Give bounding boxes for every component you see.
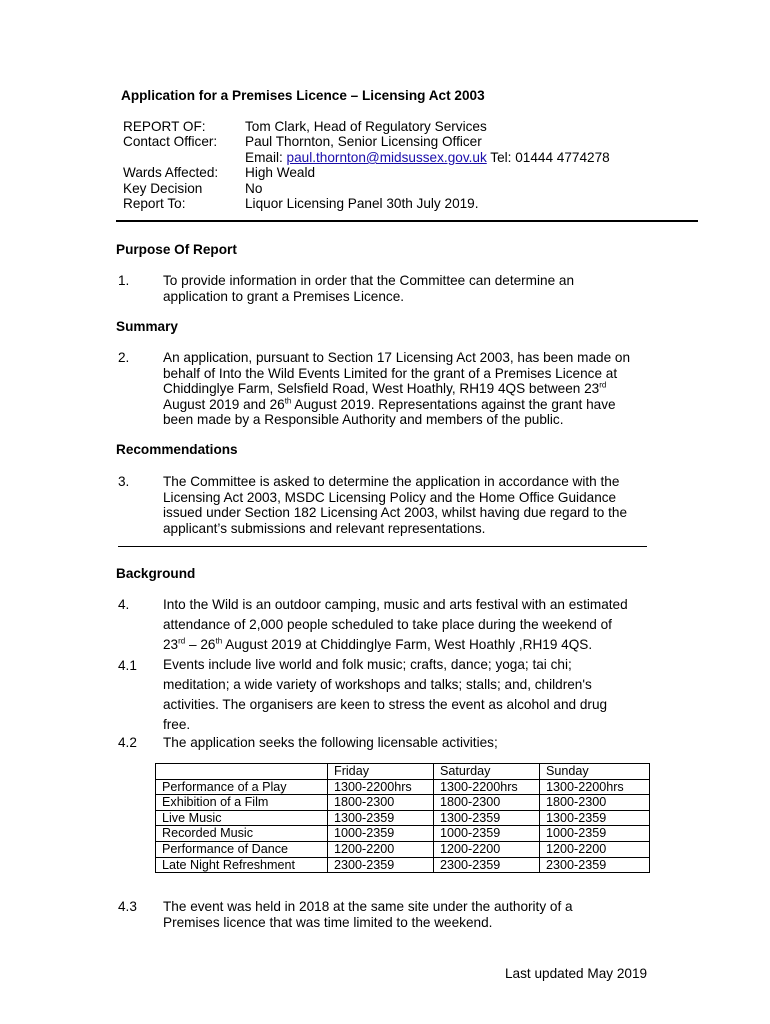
background-line: activities. The organisers are keen to stress the event as alcohol and drug [163, 697, 608, 712]
background-paragraph-4 [163, 595, 658, 655]
table-cell: Recorded Music [156, 826, 328, 842]
table-cell: 1000-2359 [434, 826, 540, 842]
background-line: Into the Wild is an outdoor camping, music and arts festival with an estimated [163, 597, 628, 612]
recommendations-heading: Recommendations [116, 442, 238, 457]
footer-last-updated: Last updated May 2019 [505, 966, 648, 981]
contact-details [245, 150, 610, 165]
table-cell: Live Music [156, 810, 328, 826]
superscript: rd [599, 380, 607, 390]
background-paragraph-4-3 [163, 899, 658, 930]
table-row [156, 810, 650, 826]
summary-heading: Summary [116, 319, 178, 334]
superscript: rd [178, 636, 186, 646]
table-row [156, 795, 650, 811]
purpose-heading: Purpose Of Report [116, 242, 237, 257]
background-line: The event was held in 2018 at the same site under the authority of a [163, 899, 573, 914]
summary-line: An application, pursuant to Section 17 Licensing Act 2003, has been made on [163, 350, 631, 365]
background-line [163, 635, 658, 655]
background-line: Events include live world and folk music; crafts, dance; yoga; tai chi; [163, 657, 572, 672]
table-cell: Late Night Refreshment [156, 857, 328, 873]
table-cell: 1800-2300 [434, 795, 540, 811]
purpose-paragraph [163, 273, 658, 304]
section-divider [118, 546, 647, 547]
background-paragraph-4-2: The application seeks the following licensable activities; [163, 735, 498, 750]
background-line: free. [163, 717, 191, 732]
background-text: 23 [163, 637, 179, 652]
table-header-cell [156, 764, 328, 780]
superscript: th [215, 636, 223, 646]
table-cell: 2300-2359 [434, 857, 540, 873]
report-to-value: Liquor Licensing Panel 30th July 2019. [245, 196, 479, 211]
summary-line [163, 381, 658, 397]
telephone: Tel: 01444 4774278 [486, 150, 610, 165]
table-header-row [156, 764, 650, 780]
recommendations-paragraph [163, 474, 658, 536]
background-number-4: 4. [118, 597, 130, 612]
summary-text: Chiddinglye Farm, Selsfield Road, West Hoathly, RH19 4QS between 23 [163, 381, 600, 396]
purpose-number: 1. [118, 273, 130, 288]
background-number-4-1: 4.1 [118, 658, 137, 673]
table-cell: 1800-2300 [540, 795, 650, 811]
email-link[interactable]: paul.thornton@midsussex.gov.uk [286, 150, 487, 165]
recommendations-line: The Committee is asked to determine the application in accordance with the [163, 474, 620, 489]
table-cell: 1300-2200hrs [434, 779, 540, 795]
summary-text: August 2019 and 26 [163, 396, 285, 412]
table-header-cell: Friday [328, 764, 434, 780]
table-cell: 1200-2200 [328, 841, 434, 857]
background-text: August 2019 at Chiddinglye Farm, West Hoathly ,RH19 4QS. [222, 637, 593, 652]
report-to-label: Report To: [123, 196, 186, 211]
table-cell: Performance of a Play [156, 779, 328, 795]
table-cell: 1300-2359 [328, 810, 434, 826]
summary-line: behalf of Into the Wild Events Limited for the grant of a Premises Licence at [163, 365, 618, 381]
table-cell: 2300-2359 [540, 857, 650, 873]
table-cell: Performance of Dance [156, 841, 328, 857]
background-line: Premises licence that was time limited to the weekend. [163, 914, 493, 930]
table-cell: 1000-2359 [540, 826, 650, 842]
table-cell: 1300-2200hrs [328, 779, 434, 795]
table-cell: 2300-2359 [328, 857, 434, 873]
table-cell: 1300-2200hrs [540, 779, 650, 795]
table-cell: Exhibition of a Film [156, 795, 328, 811]
wards-affected-value: High Weald [245, 165, 316, 180]
summary-line [163, 397, 658, 413]
purpose-line: application to grant a Premises Licence. [163, 288, 405, 304]
wards-affected-label: Wards Affected: [123, 165, 219, 180]
background-number-4-3: 4.3 [118, 899, 137, 914]
page-title: Application for a Premises Licence – Licensing Act 2003 [121, 88, 485, 103]
superscript: th [284, 395, 292, 405]
summary-paragraph [163, 350, 658, 428]
background-heading: Background [116, 566, 196, 581]
report-of-label: REPORT OF: [123, 119, 206, 134]
summary-line: been made by a Responsible Authority and members of the public. [163, 412, 564, 427]
header-divider [116, 220, 698, 222]
licensable-activities-table [155, 763, 650, 873]
recommendations-number: 3. [118, 474, 130, 489]
recommendations-line: applicant’s submissions and relevant representations. [163, 520, 486, 536]
table-row [156, 857, 650, 873]
background-text: – 26 [185, 637, 216, 652]
table-cell: 1300-2359 [540, 810, 650, 826]
recommendations-line: Licensing Act 2003, MSDC Licensing Policy and the Home Office Guidance [163, 489, 617, 505]
table-row [156, 826, 650, 842]
contact-officer-value: Paul Thornton, Senior Licensing Officer [245, 134, 482, 149]
table-cell: 1200-2200 [434, 841, 540, 857]
table-cell: 1200-2200 [540, 841, 650, 857]
table-row [156, 779, 650, 795]
summary-number: 2. [118, 350, 130, 365]
background-paragraph-4-1 [163, 655, 658, 735]
summary-text: August 2019. Representations against the grant have [291, 396, 616, 412]
report-of-value: Tom Clark, Head of Regulatory Services [245, 119, 487, 134]
purpose-line: To provide information in order that the Committee can determine an [163, 273, 575, 288]
table-header-cell: Saturday [434, 764, 540, 780]
key-decision-value: No [245, 181, 263, 196]
table-row [156, 841, 650, 857]
background-number-4-2: 4.2 [118, 735, 137, 750]
email-prefix: Email: [245, 150, 287, 165]
table-cell: 1300-2359 [434, 810, 540, 826]
table-cell: 1800-2300 [328, 795, 434, 811]
table-cell: 1000-2359 [328, 826, 434, 842]
table-header-cell: Sunday [540, 764, 650, 780]
background-line: meditation; a wide variety of workshops and talks; stalls; and, children's [163, 677, 592, 692]
recommendations-line: issued under Section 182 Licensing Act 2003, whilst having due regard to the [163, 505, 628, 520]
contact-officer-label: Contact Officer: [123, 134, 218, 149]
key-decision-label: Key Decision [123, 181, 203, 196]
background-line: attendance of 2,000 people scheduled to take place during the weekend of [163, 617, 612, 632]
